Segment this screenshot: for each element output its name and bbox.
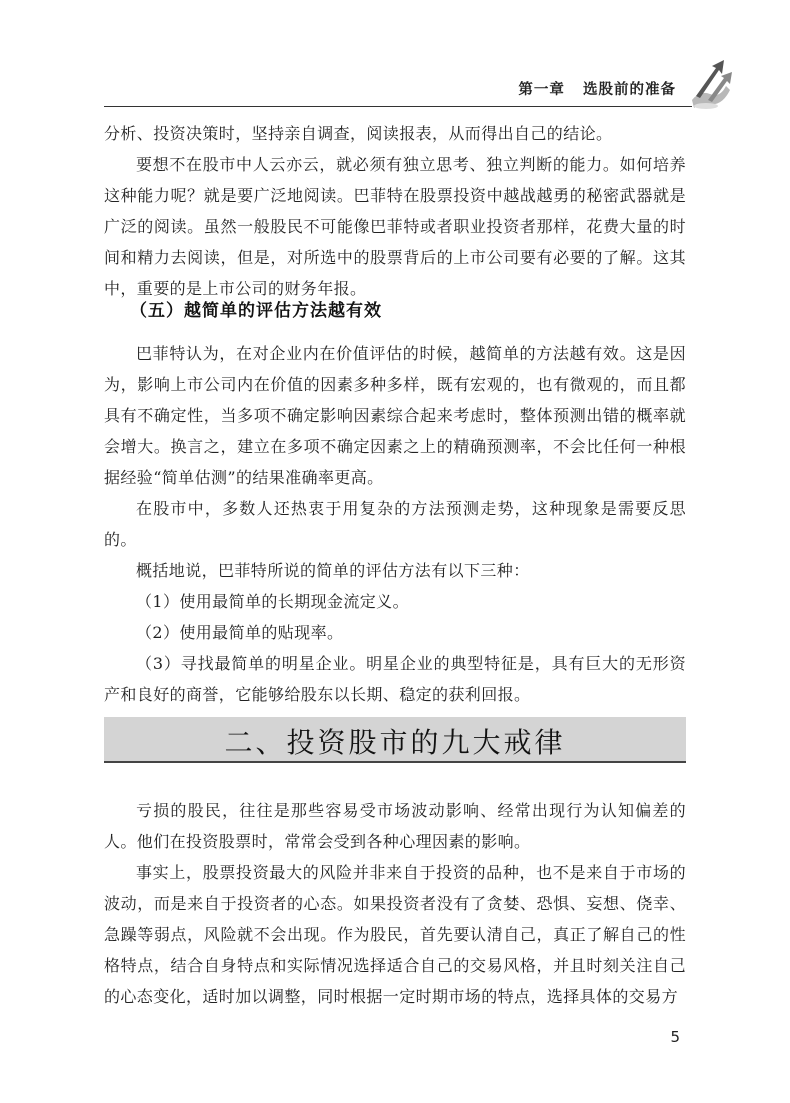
list-item: （3）寻找最简单的明星企业。明星企业的典型特征是，具有巨大的无形资产和良好的商誉，它能够给股东以长期、稳定的获利回报。: [104, 654, 686, 704]
stock-up-arrows-icon: [686, 56, 736, 112]
text-block-rules: [104, 795, 686, 1012]
list-item: （1）使用最简单的长期现金流定义。: [136, 592, 409, 611]
running-header: [104, 72, 732, 112]
header-rule: [104, 106, 692, 107]
list-item: （2）使用最简单的贴现率。: [136, 623, 344, 642]
page-number: 5: [670, 1028, 680, 1046]
chapter-number: 第一章: [518, 82, 565, 98]
paragraph: 亏损的股民，往往是那些容易受市场波动影响、经常出现行为认知偏差的人。他们在投资股票时，常常会受到各种心理因素的影响。: [104, 801, 686, 851]
paragraph: 要想不在股市中人云亦云，就必须有独立思考、独立判断的能力。如何培养这种能力呢？就是要广泛地阅读。巴菲特在股票投资中越战越勇的秘密武器就是广泛的阅读。虽然一般股民不可能像巴菲特或者职业投资者那样，花费大量的时间和精力去阅读，但是，对所选中的股票背后的上市公司要有必要的了解。这其中，重要的是上市公司的财务年报。: [104, 155, 686, 298]
paragraph: 分析、投资决策时，坚持亲自调查，阅读报表，从而得出自己的结论。: [104, 124, 613, 143]
paragraph: 事实上，股票投资最大的风险并非来自于投资的品种，也不是来自于市场的波动，而是来自于投资者的心态。如果投资者没有了贪婪、恐惧、妄想、侥幸、急躁等弱点，风险就不会出现。作为股民，首先要认清自己，真正了解自己的性格特点，结合自身特点和实际情况选择适合自己的交易风格，并且时刻关注自己的心态变化，适时加以调整，同时根据一定时期市场的特点，选择具体的交易方: [104, 863, 686, 1006]
paragraph: 巴菲特认为，在对企业内在价值评估的时候，越简单的方法越有效。这是因为，影响上市公司内在价值的因素多种多样，既有宏观的，也有微观的，而且都具有不确定性，当多项不确定影响因素综合起来考虑时，整体预测出错的概率就会增大。换言之，建立在多项不确定因素之上的精确预测率，不会比任何一种根据经验“简单估测”的结果准确率更高。: [104, 344, 686, 487]
chapter-title: 选股前的准备: [583, 82, 676, 98]
subheading: （五）越简单的评估方法越有效: [130, 301, 382, 321]
section-heading-band: [104, 717, 686, 763]
paragraph: 概括地说，巴菲特所说的简单的评估方法有以下三种：: [136, 561, 530, 580]
section-title: 二、投资股市的九大戒律: [224, 726, 566, 759]
text-block-evaluation: [104, 338, 686, 710]
paragraph: 在股市中，多数人还热衷于用复杂的方法预测走势，这种现象是需要反思的。: [104, 499, 686, 549]
text-block-intro: [104, 118, 686, 304]
chapter-heading: [518, 78, 676, 99]
